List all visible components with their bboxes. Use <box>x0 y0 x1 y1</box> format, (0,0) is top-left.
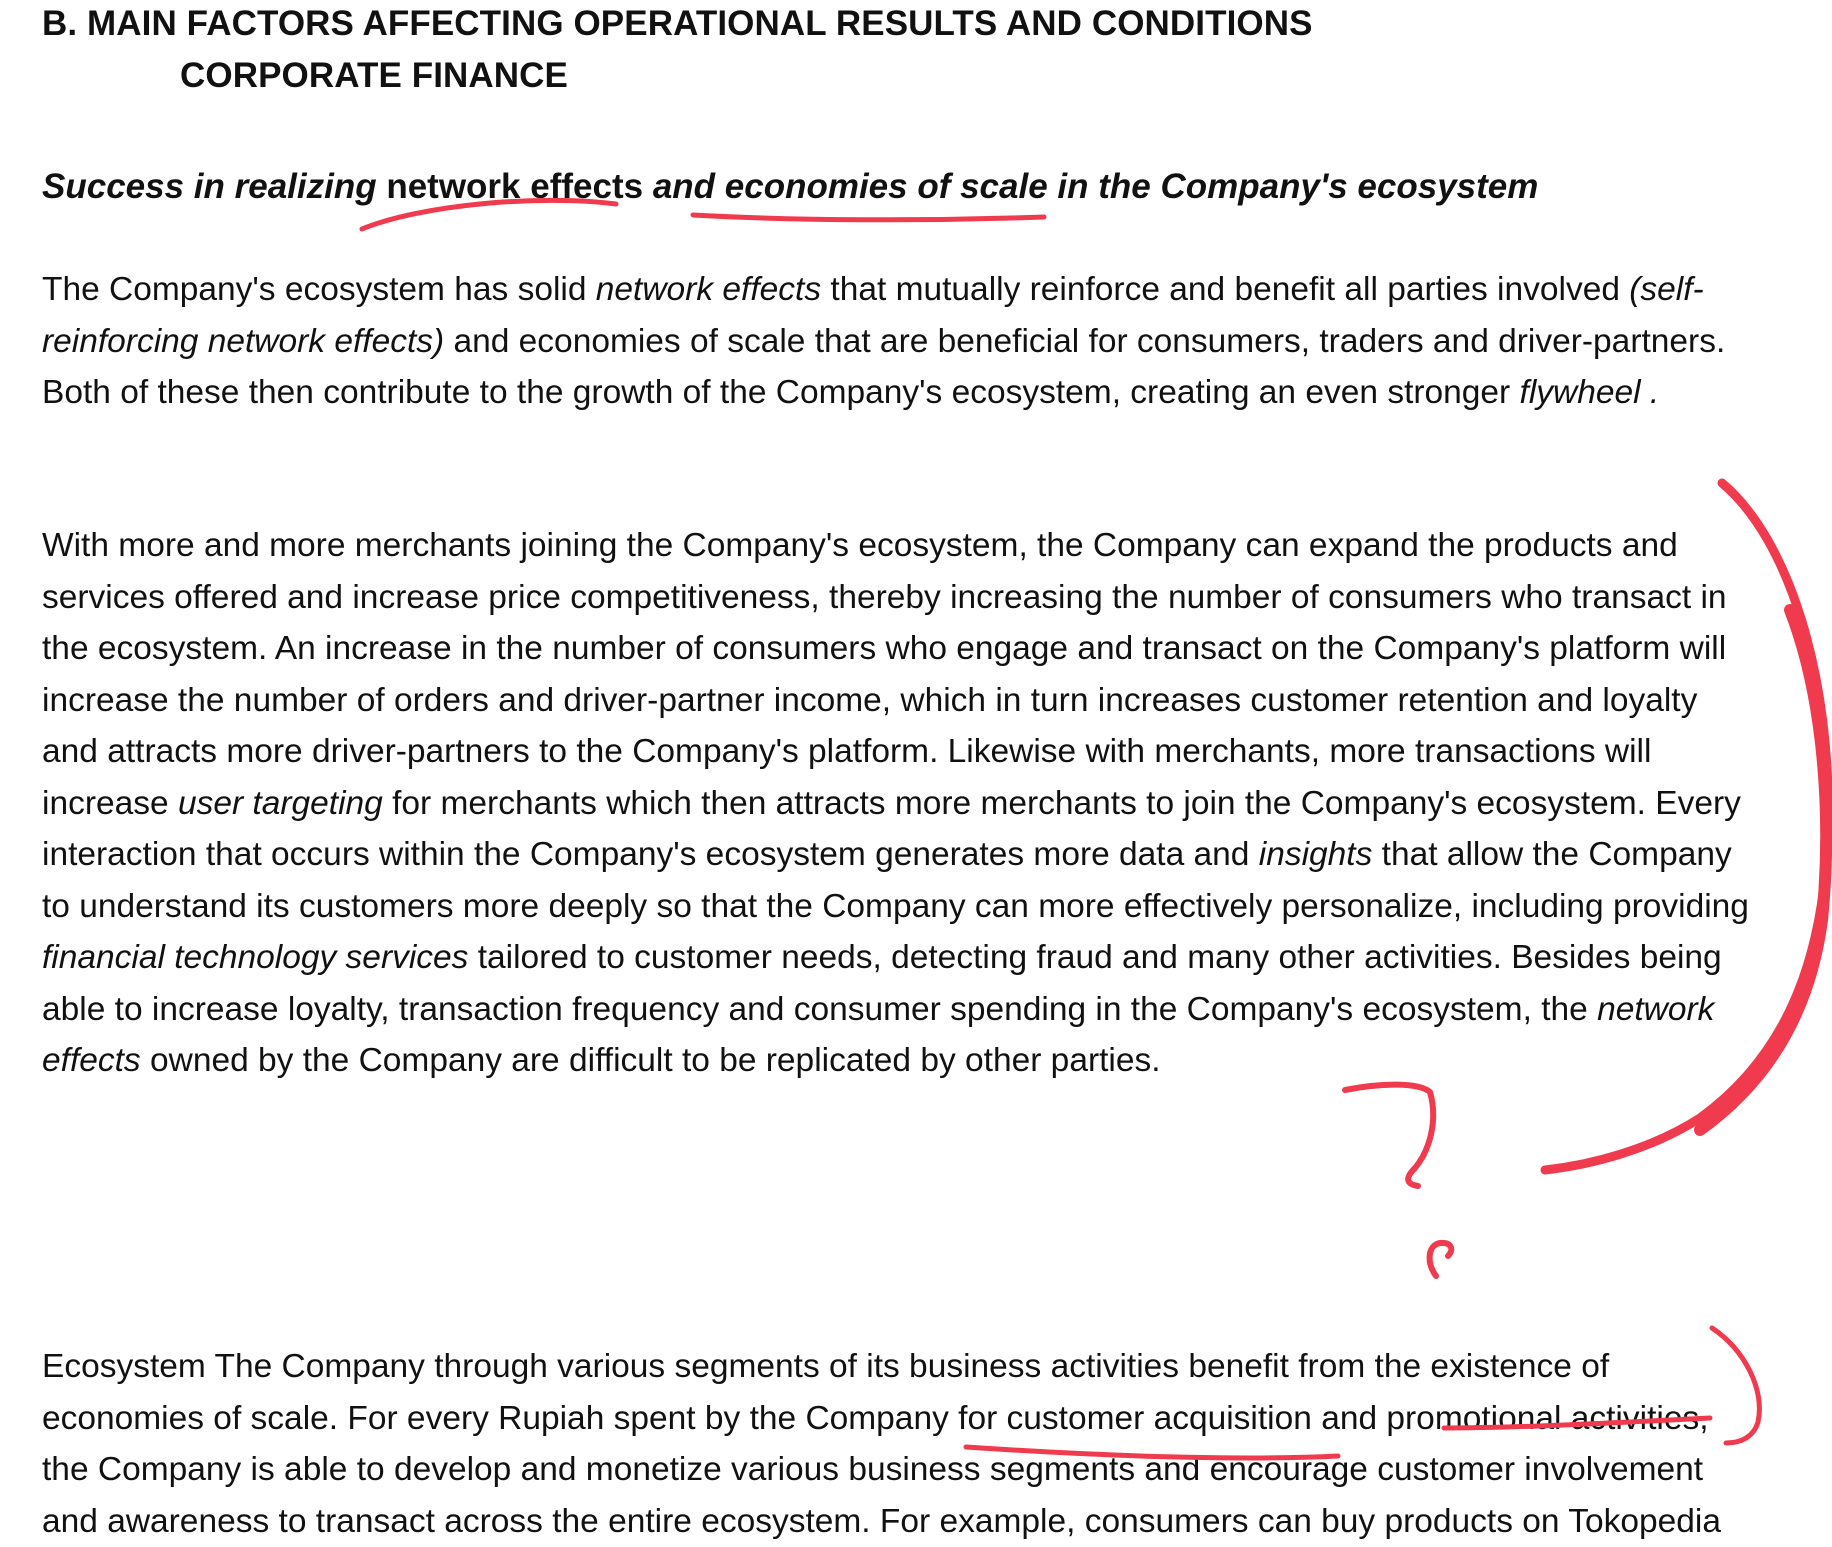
text-line: the Company is able to develop and monetize various business segments and encourage customer involvement <box>42 1444 1832 1496</box>
text-line: increase the number of orders and driver-partner income, which in turn increases customer retention and loyalty <box>42 675 1832 727</box>
text-line: to understand its customers more deeply so that the Company can more effectively personalize, including providing <box>42 881 1832 933</box>
text-run: that allow the Company <box>1372 836 1731 873</box>
topic-heading-part-2: network effects <box>386 167 643 206</box>
topic-heading <box>42 165 1538 209</box>
text-run: interaction that occurs within the Company's ecosystem generates more data and <box>42 836 1259 873</box>
text-run: The Company's ecosystem has solid <box>42 271 596 308</box>
text-line: and awareness to transact across the entire ecosystem. For example, consumers can buy products on Tokopedia <box>42 1496 1832 1547</box>
text-run: Both of these then contribute to the growth of the Company's ecosystem, creating an even stronger <box>42 374 1520 411</box>
question-mark-dot <box>1430 1243 1452 1276</box>
text-line <box>42 778 1832 830</box>
text-run: owned by the Company are difficult to be replicated by other parties. <box>141 1042 1161 1079</box>
text-line: Ecosystem The Company through various segments of its business activities benefit from the existence of <box>42 1341 1832 1393</box>
topic-heading-part-1: Success in realizing <box>42 167 377 206</box>
text-line <box>42 829 1832 881</box>
text-line <box>42 264 1832 316</box>
text-run-italic: network <box>1597 991 1714 1028</box>
text-run-italic: reinforcing network effects) <box>42 323 444 360</box>
text-run: tailored to customer needs, detecting fraud and many other activities. Besides being <box>468 939 1721 976</box>
text-line <box>42 984 1832 1036</box>
text-run-italic: . <box>1641 374 1660 411</box>
text-run: and economies of scale that are beneficial for consumers, traders and driver-partners. <box>444 323 1725 360</box>
text-run-italic: (self- <box>1629 271 1703 308</box>
text-line <box>42 1035 1832 1087</box>
section-heading: B. MAIN FACTORS AFFECTING OPERATIONAL RESULTS AND CONDITIONS <box>42 4 1313 44</box>
text-line: the ecosystem. An increase in the number of consumers who engage and transact on the Company's platform will <box>42 623 1832 675</box>
text-line <box>42 316 1832 368</box>
text-run-italic: flywheel <box>1520 374 1641 411</box>
text-line <box>42 367 1832 419</box>
text-run-italic: effects <box>42 1042 141 1079</box>
text-line: services offered and increase price competitiveness, thereby increasing the number of consumers who transact in <box>42 572 1832 624</box>
paragraph-network-effects <box>42 264 1832 419</box>
text-run: increase <box>42 785 178 822</box>
text-run-italic: insights <box>1259 836 1373 873</box>
text-line: With more and more merchants joining the Company's ecosystem, the Company can expand the products and <box>42 520 1832 572</box>
text-run-italic: network effects <box>596 271 821 308</box>
text-run: that mutually reinforce and benefit all parties involved <box>821 271 1629 308</box>
text-run: for merchants which then attracts more merchants to join the Company's ecosystem. Every <box>383 785 1741 822</box>
text-line: and attracts more driver-partners to the Company's platform. Likewise with merchants, more transactions will <box>42 726 1832 778</box>
underline-economies-of-scale <box>693 215 1044 220</box>
text-line <box>42 932 1832 984</box>
topic-heading-part-3: and economies of scale in the Company's ecosystem <box>653 167 1539 206</box>
question-mark <box>1345 1085 1433 1186</box>
paragraph-merchants <box>42 520 1832 1087</box>
text-run-italic: user targeting <box>178 785 383 822</box>
paragraph-economies-of-scale <box>42 1341 1832 1547</box>
section-subtitle: CORPORATE FINANCE <box>180 56 568 96</box>
text-run-italic: financial technology services <box>42 939 468 976</box>
text-run: able to increase loyalty, transaction frequency and consumer spending in the Company's ecosystem, the <box>42 991 1597 1028</box>
text-line: economies of scale. For every Rupiah spent by the Company for customer acquisition and promotional activities, <box>42 1393 1832 1445</box>
